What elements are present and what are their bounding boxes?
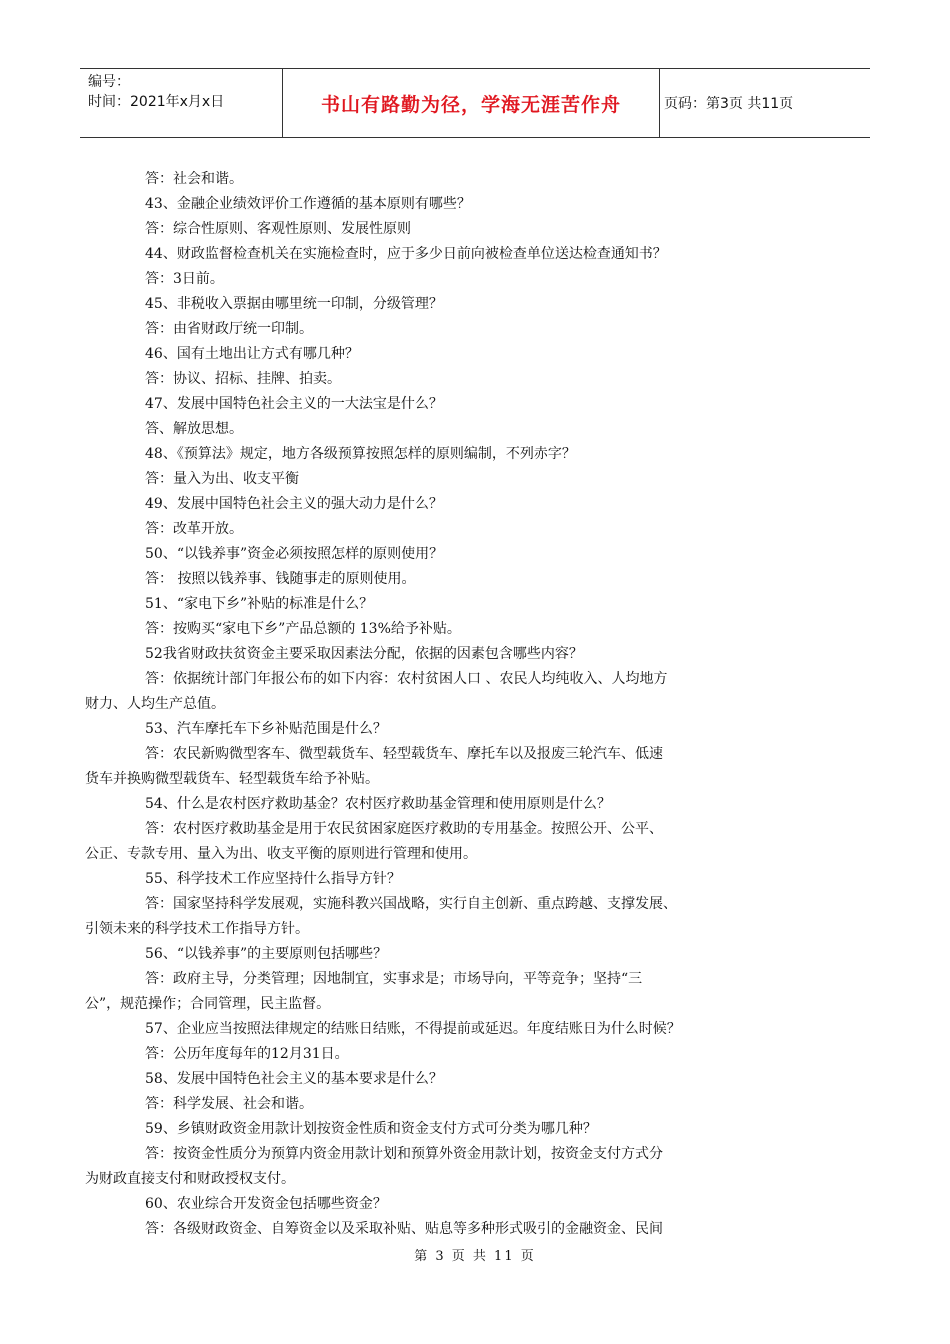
text-line: 43、金融企业绩效评价工作遵循的基本原则有哪些？ [145, 196, 471, 212]
text-line: 答：依据统计部门年报公布的如下内容：农村贫困人口 、农民人均纯收入、人均地方 [145, 671, 668, 687]
text-line: 49、发展中国特色社会主义的强大动力是什么？ [145, 496, 443, 512]
text-line: 54、什么是农村医疗救助基金？农村医疗救助基金管理和使用原则是什么？ [145, 796, 611, 812]
text-line: 48、《预算法》规定，地方各级预算按照怎样的原则编制，不列赤字？ [145, 446, 576, 462]
text-line: 47、发展中国特色社会主义的一大法宝是什么？ [145, 396, 443, 412]
text-line: 货车并换购微型载货车、轻型载货车给予补贴。 [85, 771, 379, 787]
text-line: 答：3日前。 [145, 271, 224, 287]
text-line: 答： 按照以钱养事、钱随事走的原则使用。 [145, 571, 416, 587]
document-body [85, 167, 790, 1242]
page-footer: 第 3 页 共 11 页 [414, 1249, 536, 1264]
text-line: 答：按购买“家电下乡”产品总额的 13%给予补贴。 [145, 621, 461, 637]
text-line: 答：协议、招标、挂牌、拍卖。 [145, 371, 341, 387]
document-time-label: 时间：2021年x月x日 [88, 94, 225, 110]
text-line: 59、乡镇财政资金用款计划按资金性质和资金支付方式可分类为哪几种？ [145, 1121, 597, 1137]
header-meta [80, 69, 283, 137]
text-line: 答：农村医疗救助基金是用于农民贫困家庭医疗救助的专用基金。按照公开、公平、 [145, 821, 663, 837]
text-line: 答：农民新购微型客车、微型载货车、轻型载货车、摩托车以及报废三轮汽车、低速 [145, 746, 663, 762]
text-line: 财力、人均生产总值。 [85, 696, 225, 712]
text-line: 答：社会和谐。 [145, 171, 243, 187]
text-line: 56、“以钱养事”的主要原则包括哪些？ [145, 946, 388, 962]
text-line: 公正、专款专用、量入为出、收支平衡的原则进行管理和使用。 [85, 846, 477, 862]
text-line: 答：综合性原则、客观性原则、发展性原则 [145, 221, 411, 237]
text-line: 50、“以钱养事”资金必须按照怎样的原则使用？ [145, 546, 444, 562]
text-line: 引领未来的科学技术工作指导方针。 [85, 921, 309, 937]
text-line: 57、企业应当按照法律规定的结账日结账，不得提前或延迟。年度结账日为什么时候？ [145, 1021, 681, 1037]
text-line: 为财政直接支付和财政授权支付。 [85, 1171, 295, 1187]
text-line: 公”，规范操作；合同管理，民主监督。 [85, 996, 331, 1012]
text-line: 52我省财政扶贫资金主要采取因素法分配，依据的因素包含哪些内容？ [145, 646, 583, 662]
text-line: 55、科学技术工作应坚持什么指导方针？ [145, 871, 401, 887]
header-motto-cell [283, 69, 660, 137]
page-header [80, 68, 870, 138]
text-line: 答、解放思想。 [145, 421, 243, 437]
text-line: 答：量入为出、收支平衡 [145, 471, 299, 487]
text-line: 51、“家电下乡”补贴的标准是什么？ [145, 596, 374, 612]
document-number-label: 编号： [88, 74, 130, 90]
text-line: 45、非税收入票据由哪里统一印制，分级管理？ [145, 296, 443, 312]
text-line: 答：按资金性质分为预算内资金用款计划和预算外资金用款计划，按资金支付方式分 [145, 1146, 663, 1162]
text-line: 60、农业综合开发资金包括哪些资金？ [145, 1196, 387, 1212]
text-line: 答：科学发展、社会和谐。 [145, 1096, 313, 1112]
text-line: 答：政府主导，分类管理；因地制宜，实事求是；市场导向，平等竞争；坚持“三 [145, 971, 643, 987]
text-line: 答：公历年度每年的12月31日。 [145, 1046, 349, 1062]
text-line: 答：各级财政资金、自筹资金以及采取补贴、贴息等多种形式吸引的金融资金、民间 [145, 1221, 663, 1237]
text-line: 58、发展中国特色社会主义的基本要求是什么？ [145, 1071, 443, 1087]
text-line: 44、财政监督检查机关在实施检查时，应于多少日前向被检查单位送达检查通知书？ [145, 246, 667, 262]
text-line: 答：由省财政厅统一印制。 [145, 321, 313, 337]
header-page-info-cell [660, 69, 870, 137]
text-line: 答：改革开放。 [145, 521, 243, 537]
text-line: 答：国家坚持科学发展观，实施科教兴国战略，实行自主创新、重点跨越、支撑发展、 [145, 896, 677, 912]
text-line: 53、汽车摩托车下乡补贴范围是什么？ [145, 721, 387, 737]
header-motto: 书山有路勤为径，学海无涯苦作舟 [320, 93, 621, 116]
header-page-info: 页码：第3页 共11页 [664, 96, 794, 112]
text-line: 46、国有土地出让方式有哪几种？ [145, 346, 359, 362]
